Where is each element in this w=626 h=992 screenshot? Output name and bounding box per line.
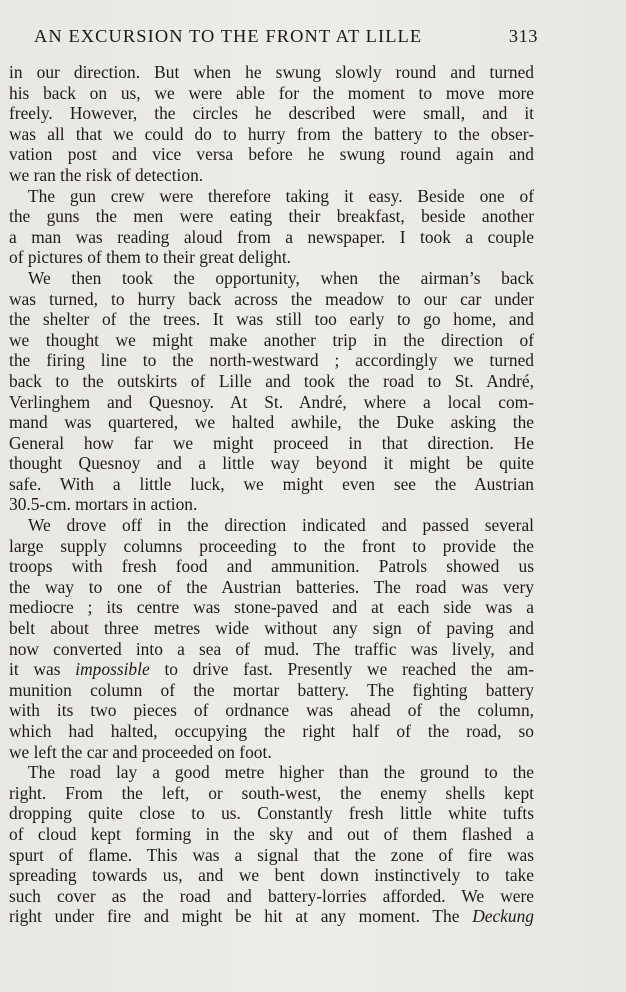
chapter-title: AN EXCURSION TO THE FRONT AT LILLE [34, 26, 423, 46]
text-line: back to the outskirts of Lille and took the road to St. André, [9, 370, 534, 391]
text-line: his back on us, we were able for the moment to move more [9, 82, 534, 103]
page-number: 313 [508, 26, 538, 46]
text-line: we thought we might make another trip in the direction of [9, 329, 534, 350]
text-line: spreading towards us, and we bent down instinctively to take [9, 865, 534, 886]
text-line: with its two pieces of ordnance was ahead of the column, [9, 700, 534, 721]
text-line: thought Quesnoy and a little way beyond it might be quite [9, 453, 534, 474]
text-line: of pictures of them to their great delight. [9, 247, 292, 268]
text-line: spurt of flame. This was a signal that the zone of fire was [9, 844, 534, 865]
text-line: we left the car and proceeded on foot. [9, 741, 272, 762]
text-run: right under fire and might be hit at any moment. The [9, 906, 473, 927]
text-run: it was [9, 659, 76, 680]
text-line: vation post and vice versa before he swung round again and [9, 144, 534, 165]
text-line: The road lay a good metre higher than the ground to the [28, 762, 534, 783]
text-line: General how far we might proceed in that direction. He [9, 432, 534, 453]
text-line: the firing line to the north-westward ; accordingly we turned [9, 350, 534, 371]
text-line: mand was quartered, we halted awhile, the Duke asking the [9, 412, 534, 433]
text-line [9, 659, 534, 680]
text-line: We then took the opportunity, when the airman’s back [28, 267, 534, 288]
text-line: such cover as the road and battery-lorries afforded. We were [9, 885, 534, 906]
text-line: belt about three metres wide without any sign of paving and [9, 618, 534, 639]
text-line: now converted into a sea of mud. The traffic was lively, and [9, 638, 534, 659]
text-line: we ran the risk of detection. [9, 164, 204, 185]
text-line: in our direction. But when he swung slowly round and turned [9, 62, 534, 82]
text-line: was all that we could do to hurry from the battery to the obser- [9, 123, 534, 144]
text-line: dropping quite close to us. Constantly fresh little white tufts [9, 803, 534, 824]
text-line [9, 906, 534, 927]
text-line: large supply columns proceeding to the front to provide the [9, 535, 534, 556]
italic-word: impossible [75, 659, 150, 680]
text-line: right. From the left, or south-west, the enemy shells kept [9, 782, 534, 803]
text-run: to drive fast. Presently we reached the am- [149, 659, 535, 680]
text-line: munition column of the mortar battery. The fighting battery [9, 679, 534, 700]
text-line: We drove off in the direction indicated and passed several [28, 515, 534, 536]
text-line: Verlinghem and Quesnoy. At St. André, where a local com- [9, 391, 534, 412]
body-text [9, 62, 534, 927]
text-line: troops with fresh food and ammunition. Patrols showed us [9, 556, 534, 577]
italic-word: Deckung [472, 906, 534, 927]
text-line: safe. With a little luck, we might even see the Austrian [9, 473, 534, 494]
text-line: the way to one of the Austrian batteries. The road was very [9, 576, 534, 597]
text-line: the guns the men were eating their breakfast, beside another [9, 206, 534, 227]
text-line: which had halted, occupying the right half of the road, so [9, 721, 534, 741]
text-line: freely. However, the circles he described were small, and it [9, 103, 534, 124]
text-line: mediocre ; its centre was stone-paved and at each side was a [9, 597, 534, 618]
text-line: was turned, to hurry back across the meadow to our car under [9, 288, 534, 309]
text-line: 30.5-cm. mortars in action. [9, 494, 198, 515]
running-head [34, 26, 538, 52]
text-line: a man was reading aloud from a newspaper. I took a couple [9, 226, 534, 247]
text-line: The gun crew were therefore taking it easy. Beside one of [28, 185, 534, 206]
text-line: of cloud kept forming in the sky and out of them flashed a [9, 823, 534, 844]
text-line: the shelter of the trees. It was still too early to go home, and [9, 309, 534, 330]
